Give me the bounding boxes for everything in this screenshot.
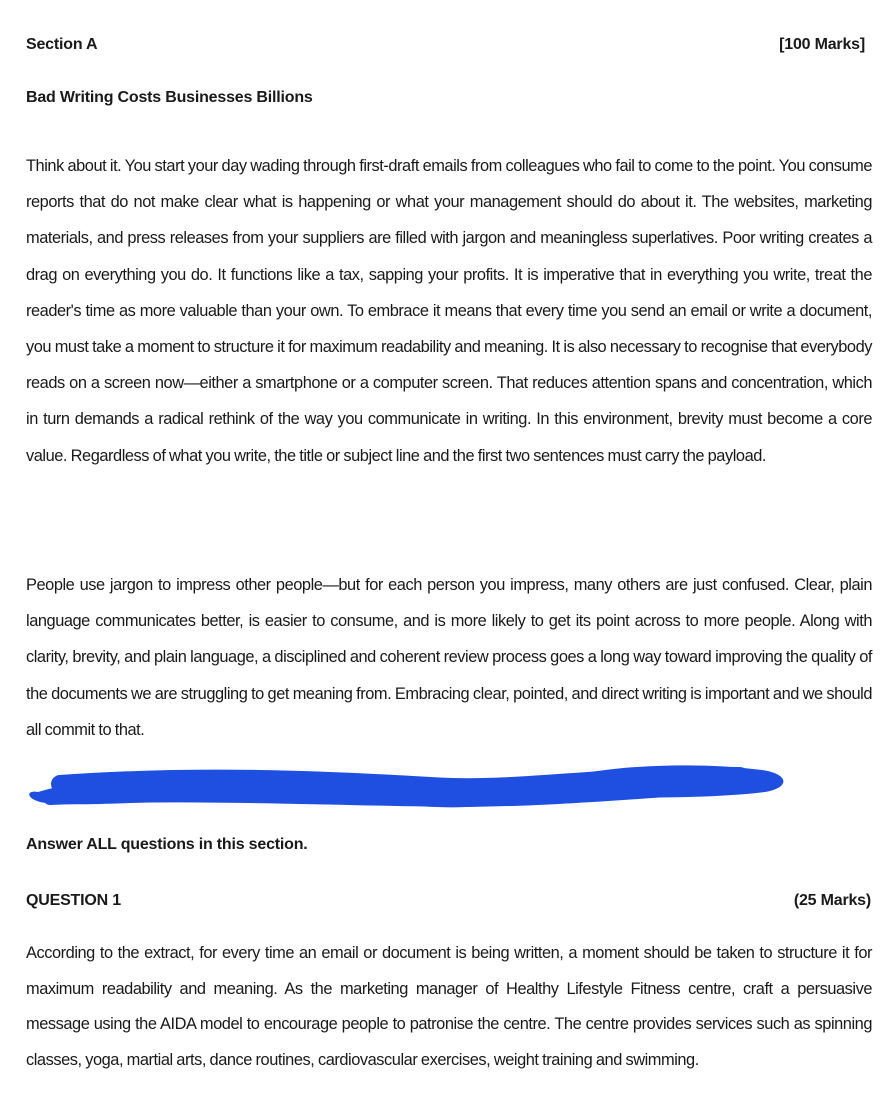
- redaction-scribble: [0, 740, 893, 830]
- question-1-text: According to the extract, for every time an email or document is being written, a moment should be taken to structure it for maximum readability and meaning. As the marketing manager of Healthy Lifestyle Fitness centre, craft a persuasive message using the AIDA model to encourage people to patronise the centre. The centre provides services such as spinning classes, yoga, martial arts, dance routines, cardiovascular exercises, weight training and swimming.: [26, 944, 872, 1069]
- extract-paragraph-2: People use jargon to impress other people—but for each person you impress, many others are just confused. Clear, plain language communicates better, is easier to consume, and is more likely to get its point across to more people. Along with clarity, brevity, and plain language, a disciplined and coherent review process goes a long way toward improving the quality of the documents we are struggling to get meaning from. Embracing clear, pointed, and direct writing is important and we should all commit to that.: [26, 576, 872, 739]
- section-marks: [100 Marks]: [779, 36, 865, 53]
- extract-paragraph-1: Think about it. You start your day wading through first-draft emails from colleagues who fail to come to the point. You consume reports that do not make clear what is happening or what your management should do about it. The websites, marketing materials, and press releases from your suppliers are filled with jargon and meaningless superlatives. Poor writing creates a drag on everything you do. It functions like a tax, sapping your profits. It is imperative that in everything you write, treat the reader's time as more valuable than your own. To embrace it means that every time you send an email or write a document, you must take a moment to structure it for maximum readability and meaning. It is also necessary to recognise that everybody reads on a screen now—either a smartphone or a computer screen. That reduces attention spans and concentration, which in turn demands a radical rethink of the way you communicate in writing. In this environment, brevity must become a core value. Regardless of what you write, the title or subject line and the first two sentences must carry the payload.: [26, 157, 872, 465]
- section-label: Section A: [26, 36, 98, 53]
- question-1-marks: (25 Marks): [793, 892, 871, 909]
- section-header: [26, 36, 867, 54]
- extract-title: Bad Writing Costs Businesses Billions: [26, 89, 313, 106]
- instructions: Answer ALL questions in this section.: [26, 836, 308, 853]
- question-1-header: [26, 892, 871, 910]
- question-1-label: QUESTION 1: [26, 892, 121, 909]
